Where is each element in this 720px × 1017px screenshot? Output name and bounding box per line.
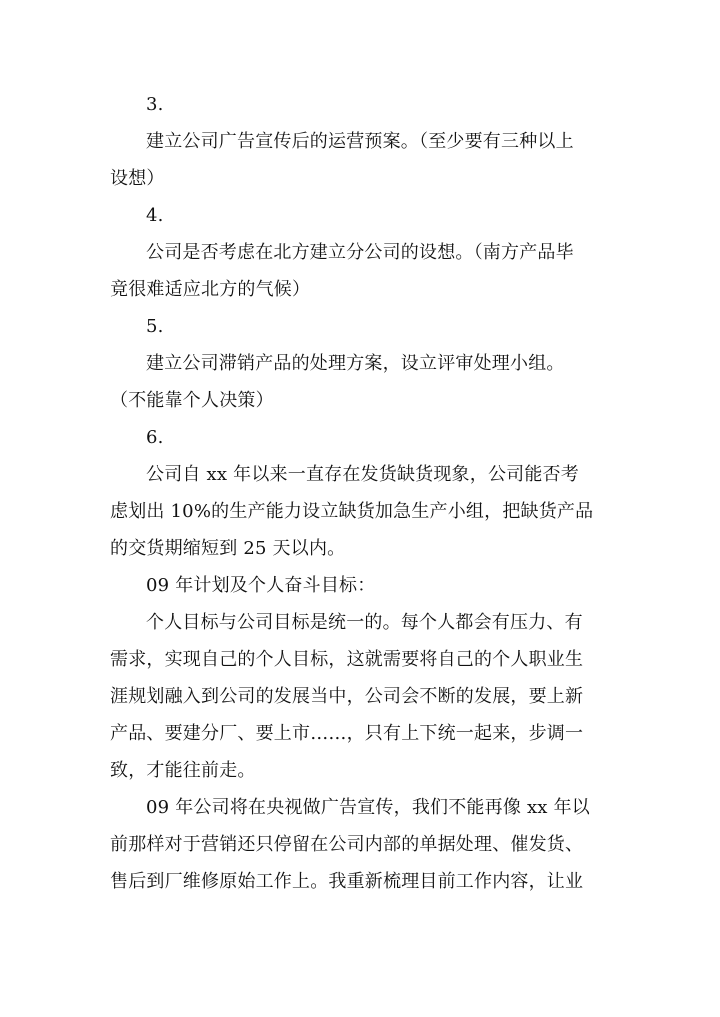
paragraph-line: 售后到厂维修原始工作上。我重新梳理目前工作内容，让业 <box>110 871 584 892</box>
paragraph-line: 产品、要建分厂、要上市……，只有上下统一起来，步调一 <box>110 723 584 744</box>
paragraph-line: 公司自 xx 年以来一直存在发货缺货现象，公司能否考 <box>146 464 579 485</box>
paragraph-line: 建立公司广告宣传后的运营预案。（至少要有三种以上 <box>146 131 574 152</box>
paragraph-line: 的交货期缩短到 25 天以内。 <box>110 538 346 559</box>
paragraph-line: （不能靠个人决策） <box>110 390 274 411</box>
paragraph-line: 致，才能往前走。 <box>110 760 256 781</box>
paragraph-line: 个人目标与公司目标是统一的。每个人都会有压力、有 <box>146 612 583 633</box>
paragraph-line: 公司是否考虑在北方建立分公司的设想。（南方产品毕 <box>146 242 574 263</box>
paragraph-line: 竟很难适应北方的气候） <box>110 279 311 300</box>
paragraph-line: 需求，实现自己的个人目标，这就需要将自己的个人职业生 <box>110 649 584 670</box>
item-number-4: 4. <box>146 205 164 226</box>
paragraph-line: 前那样对于营销还只停留在公司内部的单据处理、催发货、 <box>110 834 584 855</box>
item-number-3: 3. <box>146 94 164 115</box>
paragraph-line: 设想） <box>110 168 165 189</box>
paragraph-line: 建立公司滞销产品的处理方案，设立评审处理小组。 <box>146 353 565 374</box>
paragraph-line: 09 年公司将在央视做广告宣传，我们不能再像 xx 年以 <box>146 797 590 818</box>
item-number-5: 5. <box>146 316 164 337</box>
item-number-6: 6. <box>146 427 164 448</box>
section-heading: 09 年计划及个人奋斗目标： <box>146 575 376 596</box>
paragraph-line: 涯规划融入到公司的发展当中，公司会不断的发展，要上新 <box>110 686 584 707</box>
paragraph-line: 虑划出 10%的生产能力设立缺货加急生产小组，把缺货产品 <box>110 501 594 522</box>
document-body <box>110 86 610 900</box>
